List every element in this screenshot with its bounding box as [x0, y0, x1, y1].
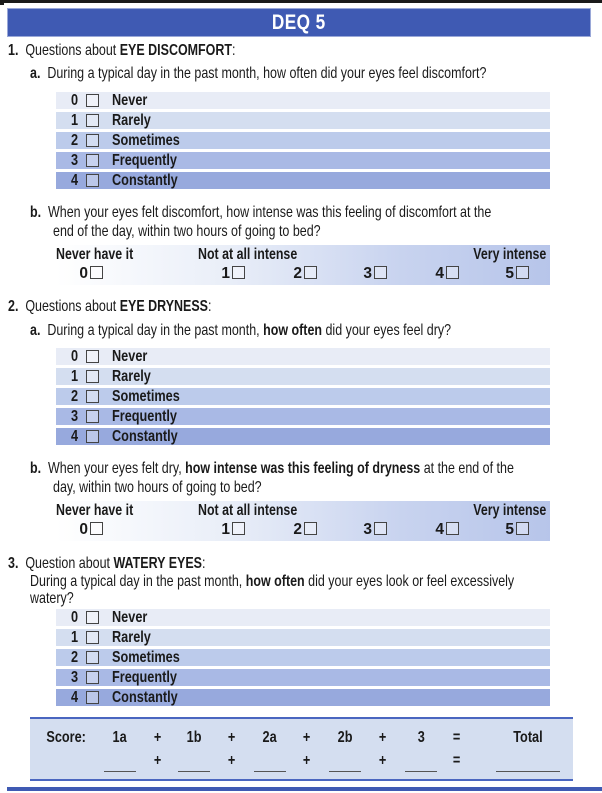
scale-value: 3	[363, 521, 372, 538]
option-value: 4	[71, 689, 79, 706]
checkbox[interactable]	[86, 114, 99, 127]
score-item-label: 3	[417, 729, 425, 746]
score-input-blank[interactable]	[104, 771, 136, 772]
scale-option[interactable]	[360, 522, 387, 538]
score-item-label: 2a	[262, 729, 278, 746]
question-1b-line2	[53, 222, 396, 241]
score-input-blank[interactable]	[496, 771, 560, 772]
option-row[interactable]	[56, 92, 550, 109]
checkbox[interactable]	[86, 350, 99, 363]
scale-label-high: Very intense	[472, 246, 546, 263]
option-row[interactable]	[56, 172, 550, 189]
question-text: end of the day, within two hours of going to bed?	[53, 223, 321, 240]
option-row[interactable]	[56, 132, 550, 149]
checkbox[interactable]	[86, 370, 99, 383]
checkbox[interactable]	[304, 266, 317, 279]
option-value: 1	[71, 112, 79, 129]
option-value: 0	[71, 92, 79, 109]
score-input-blank[interactable]	[178, 771, 210, 772]
scale-option[interactable]	[290, 266, 317, 282]
scale-value: 3	[363, 265, 372, 282]
question-text: When your eyes felt discomfort, how intense was this feeling of discomfort at the	[48, 204, 492, 221]
scale-option[interactable]	[76, 522, 103, 538]
scale-value: 4	[435, 521, 444, 538]
option-row[interactable]	[56, 629, 550, 646]
option-row[interactable]	[56, 112, 550, 129]
score-item-label: 1a	[112, 729, 128, 746]
intensity-scale-2b	[56, 501, 550, 541]
option-value: 2	[71, 649, 79, 666]
checkbox[interactable]	[374, 522, 387, 535]
score-box	[30, 717, 573, 781]
checkbox[interactable]	[516, 266, 529, 279]
scale-option[interactable]	[218, 522, 245, 538]
option-value: 0	[71, 609, 79, 626]
checkbox[interactable]	[86, 174, 99, 187]
section-prefix: Question about	[25, 555, 114, 572]
frequency-options-3	[56, 609, 550, 709]
frame-bottom-border	[7, 787, 602, 791]
scale-value: 0	[79, 265, 88, 282]
option-value: 0	[71, 348, 79, 365]
page-title-bar	[7, 8, 591, 37]
question-emphasis: how often	[245, 573, 305, 590]
checkbox[interactable]	[90, 266, 103, 279]
question-text: During a typical day in the past month,	[47, 322, 264, 339]
checkbox[interactable]	[516, 522, 529, 535]
section-1-heading	[8, 41, 300, 60]
section-topic: EYE DRYNESS	[119, 298, 209, 315]
section-3-heading	[8, 554, 261, 573]
question-text: did your eyes look or feel excessively	[304, 573, 515, 590]
option-label: Frequently	[112, 669, 177, 686]
question-emphasis: how often	[263, 322, 323, 339]
plus-sign: +	[379, 729, 387, 746]
section-number: 3.	[8, 555, 19, 572]
plus-sign-row2: +	[154, 752, 162, 769]
scale-value: 0	[79, 521, 88, 538]
option-label: Rarely	[112, 112, 151, 129]
section-prefix: Questions about	[25, 298, 120, 315]
scale-value: 5	[505, 521, 514, 538]
scale-value: 1	[221, 265, 230, 282]
checkbox[interactable]	[86, 390, 99, 403]
plus-sign-row2: +	[228, 752, 236, 769]
plus-sign-row2: +	[379, 752, 387, 769]
intensity-scale-1b	[56, 245, 550, 285]
checkbox[interactable]	[86, 134, 99, 147]
question-letter: b.	[30, 204, 42, 221]
scale-option[interactable]	[432, 522, 459, 538]
option-row[interactable]	[56, 152, 550, 169]
option-value: 1	[71, 368, 79, 385]
checkbox[interactable]	[374, 266, 387, 279]
option-value: 3	[71, 408, 79, 425]
option-value: 3	[71, 669, 79, 686]
option-label: Frequently	[112, 408, 177, 425]
plus-sign: +	[303, 729, 311, 746]
scale-value: 4	[435, 265, 444, 282]
option-row[interactable]	[56, 689, 550, 706]
scale-option[interactable]	[290, 522, 317, 538]
checkbox[interactable]	[446, 522, 459, 535]
score-item-label: 2b	[337, 729, 353, 746]
score-label	[36, 729, 96, 747]
option-label: Sometimes	[112, 132, 180, 149]
frequency-options-2a	[56, 348, 550, 448]
option-row[interactable]	[56, 368, 550, 385]
scale-option[interactable]	[432, 266, 459, 282]
checkbox[interactable]	[86, 671, 99, 684]
option-value: 2	[71, 132, 79, 149]
question-letter: a.	[30, 322, 41, 339]
option-row[interactable]	[56, 408, 550, 425]
section-number: 1.	[8, 42, 19, 59]
checkbox[interactable]	[304, 522, 317, 535]
question-2a	[30, 321, 570, 340]
checkbox[interactable]	[86, 94, 99, 107]
section-topic: EYE DISCOMFORT	[119, 42, 233, 59]
question-text: During a typical day in the past month, how often did your eyes feel discomfort?	[47, 65, 487, 82]
question-text: did your eyes feel dry?	[322, 322, 452, 339]
question-letter: b.	[30, 460, 42, 477]
score-label-text: Score:	[46, 729, 86, 746]
question-3	[30, 572, 602, 591]
checkbox[interactable]	[86, 410, 99, 423]
score-input-blank[interactable]	[329, 771, 361, 772]
option-value: 4	[71, 428, 79, 445]
section-topic: WATERY EYES	[113, 555, 203, 572]
checkbox[interactable]	[90, 522, 103, 535]
checkbox[interactable]	[86, 430, 99, 443]
section-suffix: :	[202, 555, 206, 572]
scale-value: 5	[505, 265, 514, 282]
section-suffix: :	[232, 42, 236, 59]
question-text: day, within two hours of going to bed?	[53, 479, 262, 496]
question-text: at the end of the	[420, 460, 514, 477]
section-2-heading	[8, 297, 269, 316]
scale-value: 1	[221, 521, 230, 538]
option-label: Constantly	[112, 172, 178, 189]
option-row[interactable]	[56, 669, 550, 686]
score-item-label: 1b	[186, 729, 202, 746]
page-title: DEQ 5	[272, 11, 326, 34]
option-value: 1	[71, 629, 79, 646]
scale-value: 2	[293, 265, 302, 282]
option-row[interactable]	[56, 428, 550, 445]
score-input-blank[interactable]	[405, 771, 437, 772]
option-value: 2	[71, 388, 79, 405]
option-row[interactable]	[56, 348, 550, 365]
checkbox[interactable]	[232, 266, 245, 279]
checkbox[interactable]	[86, 631, 99, 644]
scale-label-high: Very intense	[472, 502, 546, 519]
checkbox[interactable]	[446, 266, 459, 279]
option-row[interactable]	[56, 609, 550, 626]
frequency-options-1a	[56, 92, 550, 192]
option-label: Constantly	[112, 689, 178, 706]
equals-sign: =	[453, 729, 461, 746]
scale-label-never: Never have it	[56, 502, 134, 519]
scale-label-low: Not at all intense	[198, 502, 298, 519]
section-number: 2.	[8, 298, 19, 315]
checkbox[interactable]	[86, 691, 99, 704]
option-row[interactable]	[56, 388, 550, 405]
question-text: During a typical day in the past month,	[30, 573, 246, 590]
option-row[interactable]	[56, 649, 550, 666]
scale-option[interactable]	[502, 522, 529, 538]
frame-top-border	[3, 0, 602, 3]
plus-sign-row2: +	[303, 752, 311, 769]
question-1a	[30, 64, 602, 83]
scale-option[interactable]	[76, 266, 103, 282]
question-3-line2	[30, 589, 86, 608]
scale-value: 2	[293, 521, 302, 538]
question-letter: a.	[30, 65, 41, 82]
checkbox[interactable]	[86, 154, 99, 167]
plus-sign: +	[154, 729, 162, 746]
scale-option[interactable]	[502, 266, 529, 282]
option-label: Never	[112, 609, 148, 626]
equals-sign-row2: =	[453, 752, 461, 769]
option-value: 3	[71, 152, 79, 169]
option-label: Rarely	[112, 629, 151, 646]
option-value: 4	[71, 172, 79, 189]
question-emphasis: how intense was this feeling of dryness	[185, 460, 421, 477]
question-text: watery?	[30, 590, 74, 607]
checkbox[interactable]	[86, 611, 99, 624]
question-1b	[30, 203, 602, 222]
scale-label-never: Never have it	[56, 246, 134, 263]
question-2b-line2	[53, 478, 320, 497]
option-label: Never	[112, 348, 148, 365]
question-text: When your eyes felt dry,	[48, 460, 186, 477]
section-prefix: Questions about	[25, 42, 120, 59]
option-label: Frequently	[112, 152, 177, 169]
option-label: Sometimes	[112, 649, 180, 666]
checkbox[interactable]	[232, 522, 245, 535]
option-label: Constantly	[112, 428, 178, 445]
option-label: Sometimes	[112, 388, 180, 405]
option-label: Never	[112, 92, 148, 109]
section-suffix: :	[208, 298, 212, 315]
option-label: Rarely	[112, 368, 151, 385]
scale-option[interactable]	[360, 266, 387, 282]
scale-label-low: Not at all intense	[198, 246, 298, 263]
plus-sign: +	[228, 729, 236, 746]
scale-option[interactable]	[218, 266, 245, 282]
score-total-label: Total	[513, 729, 543, 746]
score-input-blank[interactable]	[254, 771, 286, 772]
question-2b	[30, 459, 602, 478]
checkbox[interactable]	[86, 651, 99, 664]
